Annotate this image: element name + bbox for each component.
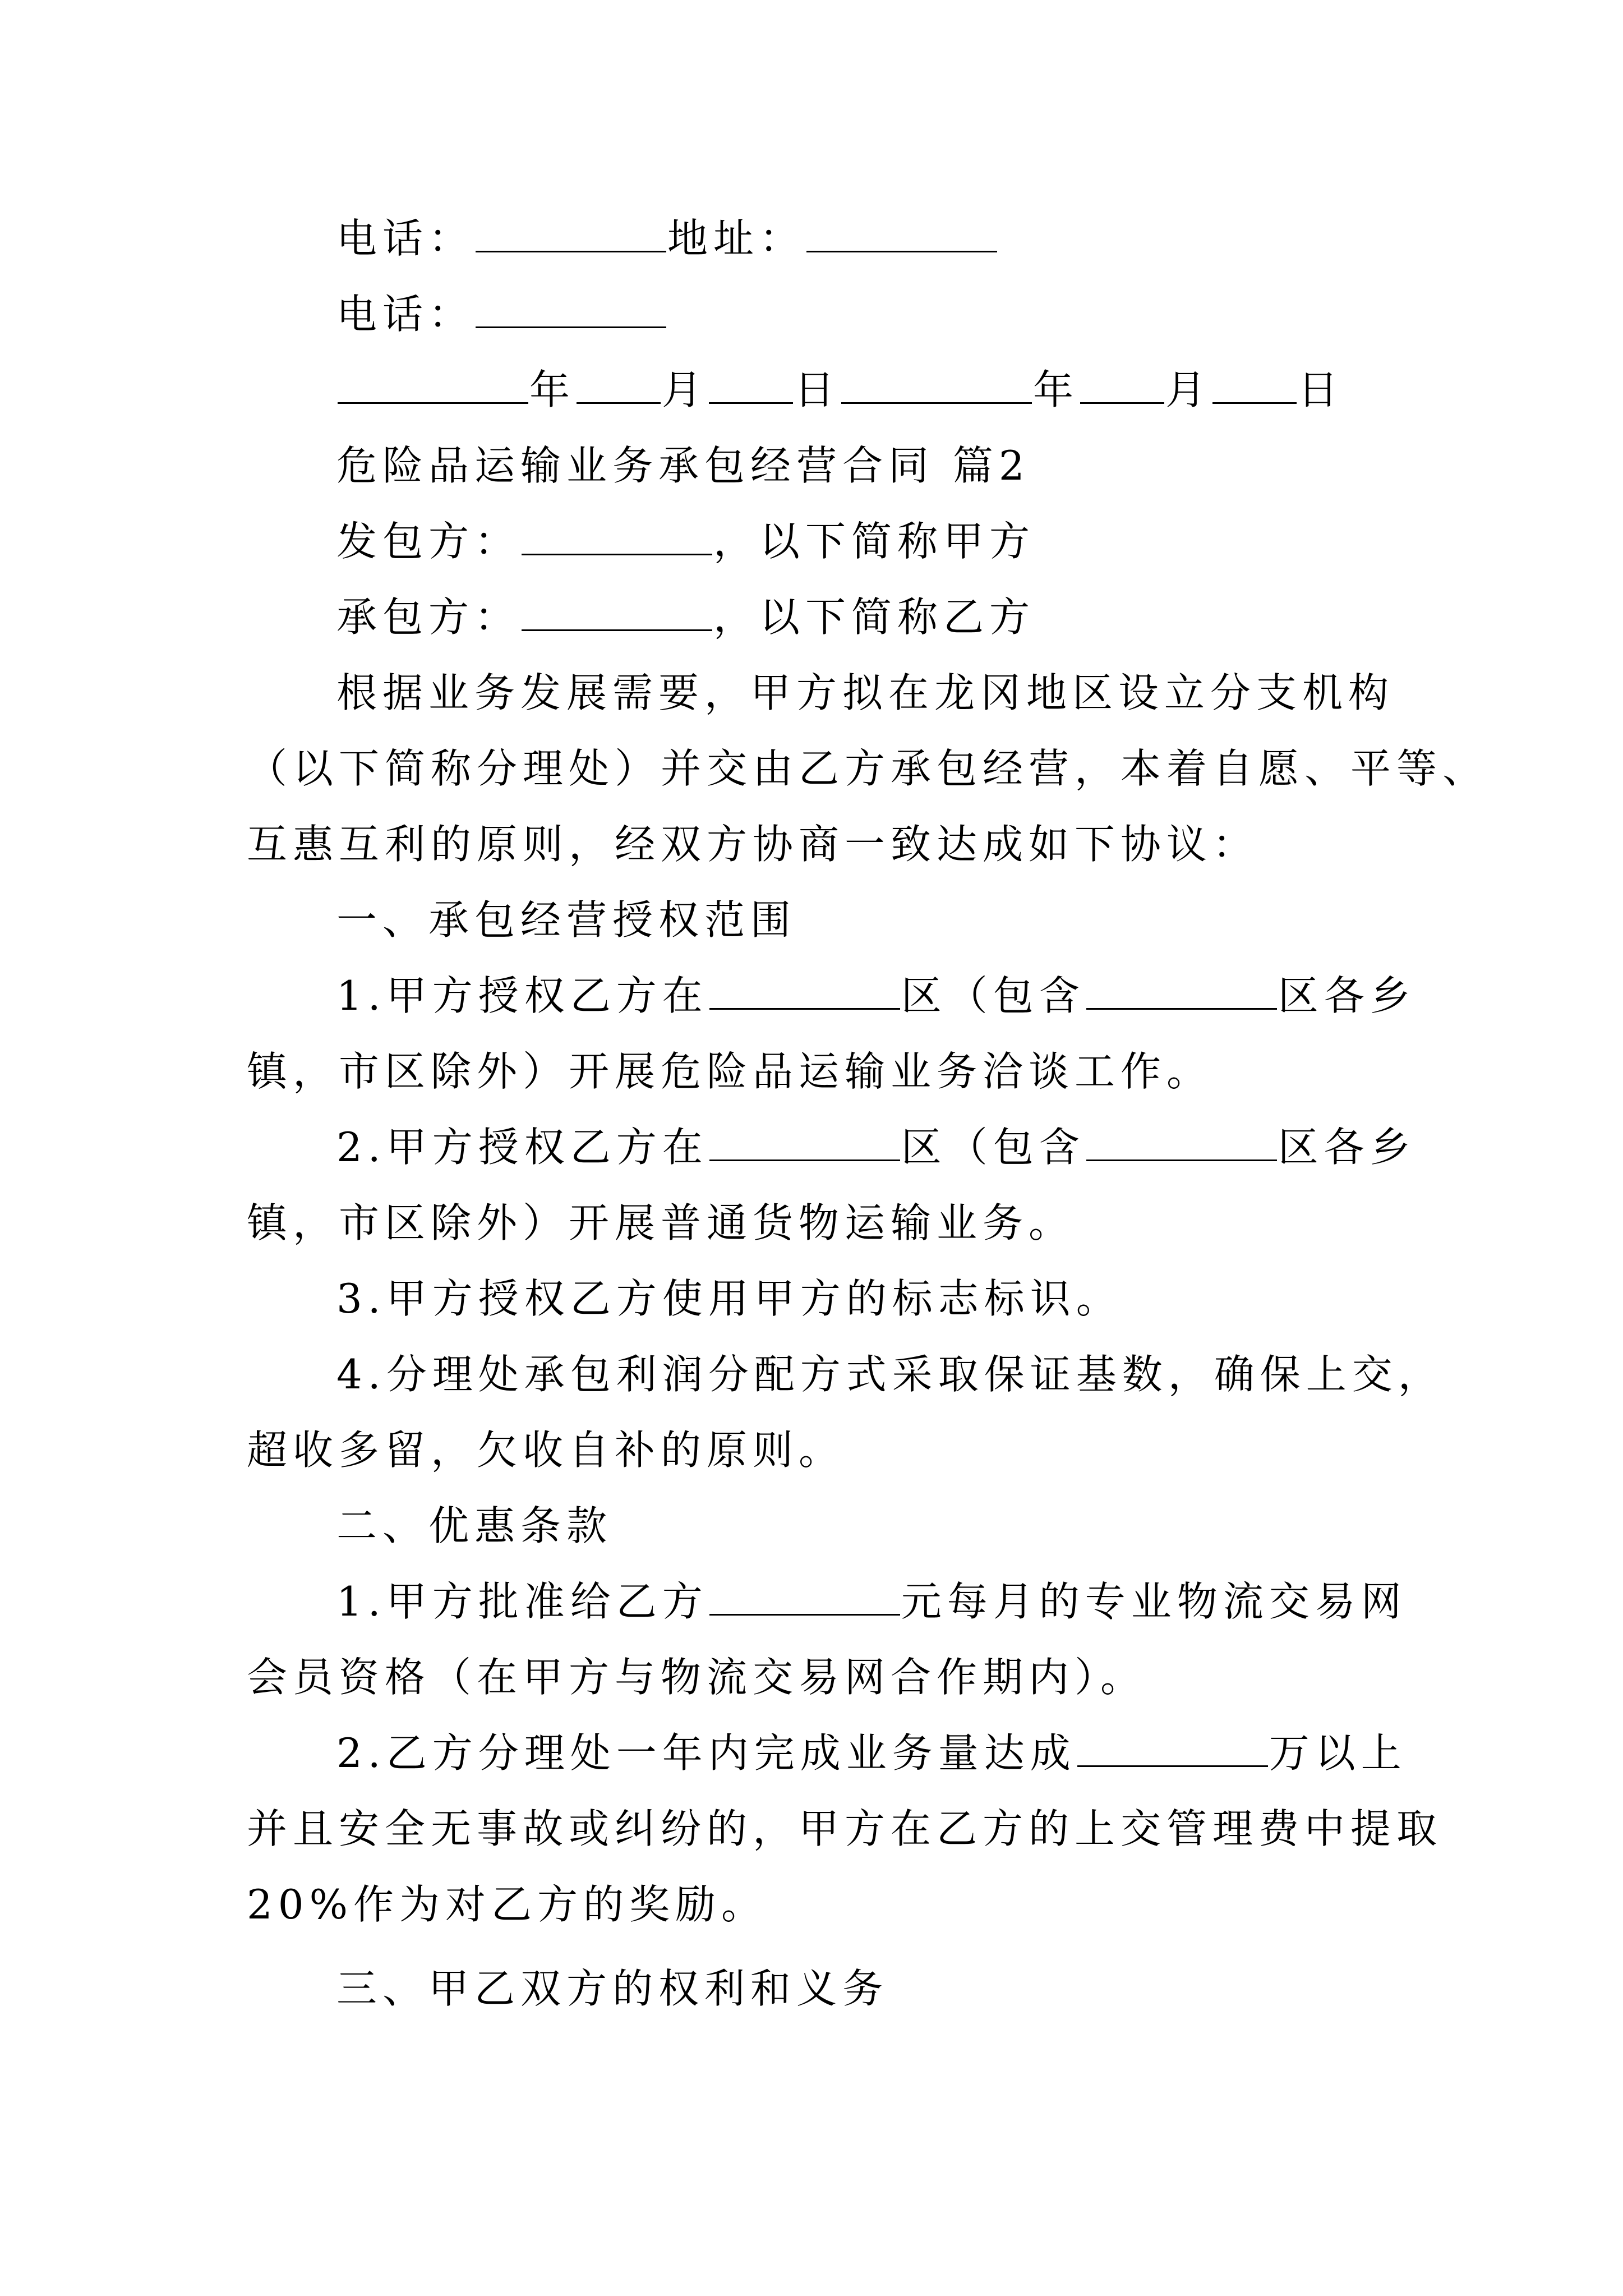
party-a-line: 发包方： ，以下简称甲方 xyxy=(336,518,1036,565)
section-title: 危险品运输业务承包经营合同 篇2 xyxy=(336,442,1030,489)
heading-2: 二、优惠条款 xyxy=(336,1502,613,1549)
paragraph-line: 互惠互利的原则，经双方协商一致达成如下协议： xyxy=(247,821,1259,868)
clause-1-1-cont: 镇，市区除外）开展危险品运输业务洽谈工作。 xyxy=(247,1048,1213,1095)
clause-1-3: 3.甲方授权乙方使用甲方的标志标识。 xyxy=(336,1275,1122,1322)
address-blank xyxy=(806,216,997,252)
contact-line-1: 电话： 地址： xyxy=(336,208,1486,269)
phone-blank xyxy=(476,216,666,252)
clause-1-2: 2.甲方授权乙方在 区（包含 区各乡 xyxy=(336,1124,1416,1171)
clause-2-1-cont: 会员资格（在甲方与物流交易网合作期内）。 xyxy=(247,1654,1147,1701)
clause-2-2-cont-2: 20%作为对乙方的奖励。 xyxy=(247,1881,768,1928)
paragraph-line: （以下简称分理处）并交由乙方承包经营，本着自愿、平等、 xyxy=(247,745,1489,792)
party-b-line: 承包方： ，以下简称乙方 xyxy=(336,593,1036,641)
clause-2-2: 2.乙方分理处一年内完成业务量达成 万以上 xyxy=(336,1729,1407,1777)
contact-line-2: 电话： xyxy=(336,283,1486,345)
clause-1-4: 4.分理处承包利润分配方式采取保证基数，确保上交， xyxy=(336,1351,1444,1398)
phone-blank-2 xyxy=(476,292,666,328)
clause-1-4-cont: 超收多留，欠收自补的原则。 xyxy=(247,1427,845,1474)
heading-1: 一、承包经营授权范围 xyxy=(336,896,797,944)
date-line: 年 月 日 年 月 日 xyxy=(336,359,1486,421)
clause-1-1: 1.甲方授权乙方在 区（包含 区各乡 xyxy=(336,972,1416,1019)
clause-2-1: 1.甲方批准给乙方 元每月的专业物流交易网 xyxy=(336,1578,1407,1625)
clause-2-2-cont: 并且安全无事故或纠纷的，甲方在乙方的上交管理费中提取 xyxy=(247,1805,1443,1852)
paragraph-line: 根据业务发展需要，甲方拟在龙冈地区设立分支机构 xyxy=(336,669,1395,716)
heading-3: 三、甲乙双方的权利和义务 xyxy=(336,1965,889,2012)
clause-1-2-cont: 镇，市区除外）开展普通货物运输业务。 xyxy=(247,1199,1075,1246)
